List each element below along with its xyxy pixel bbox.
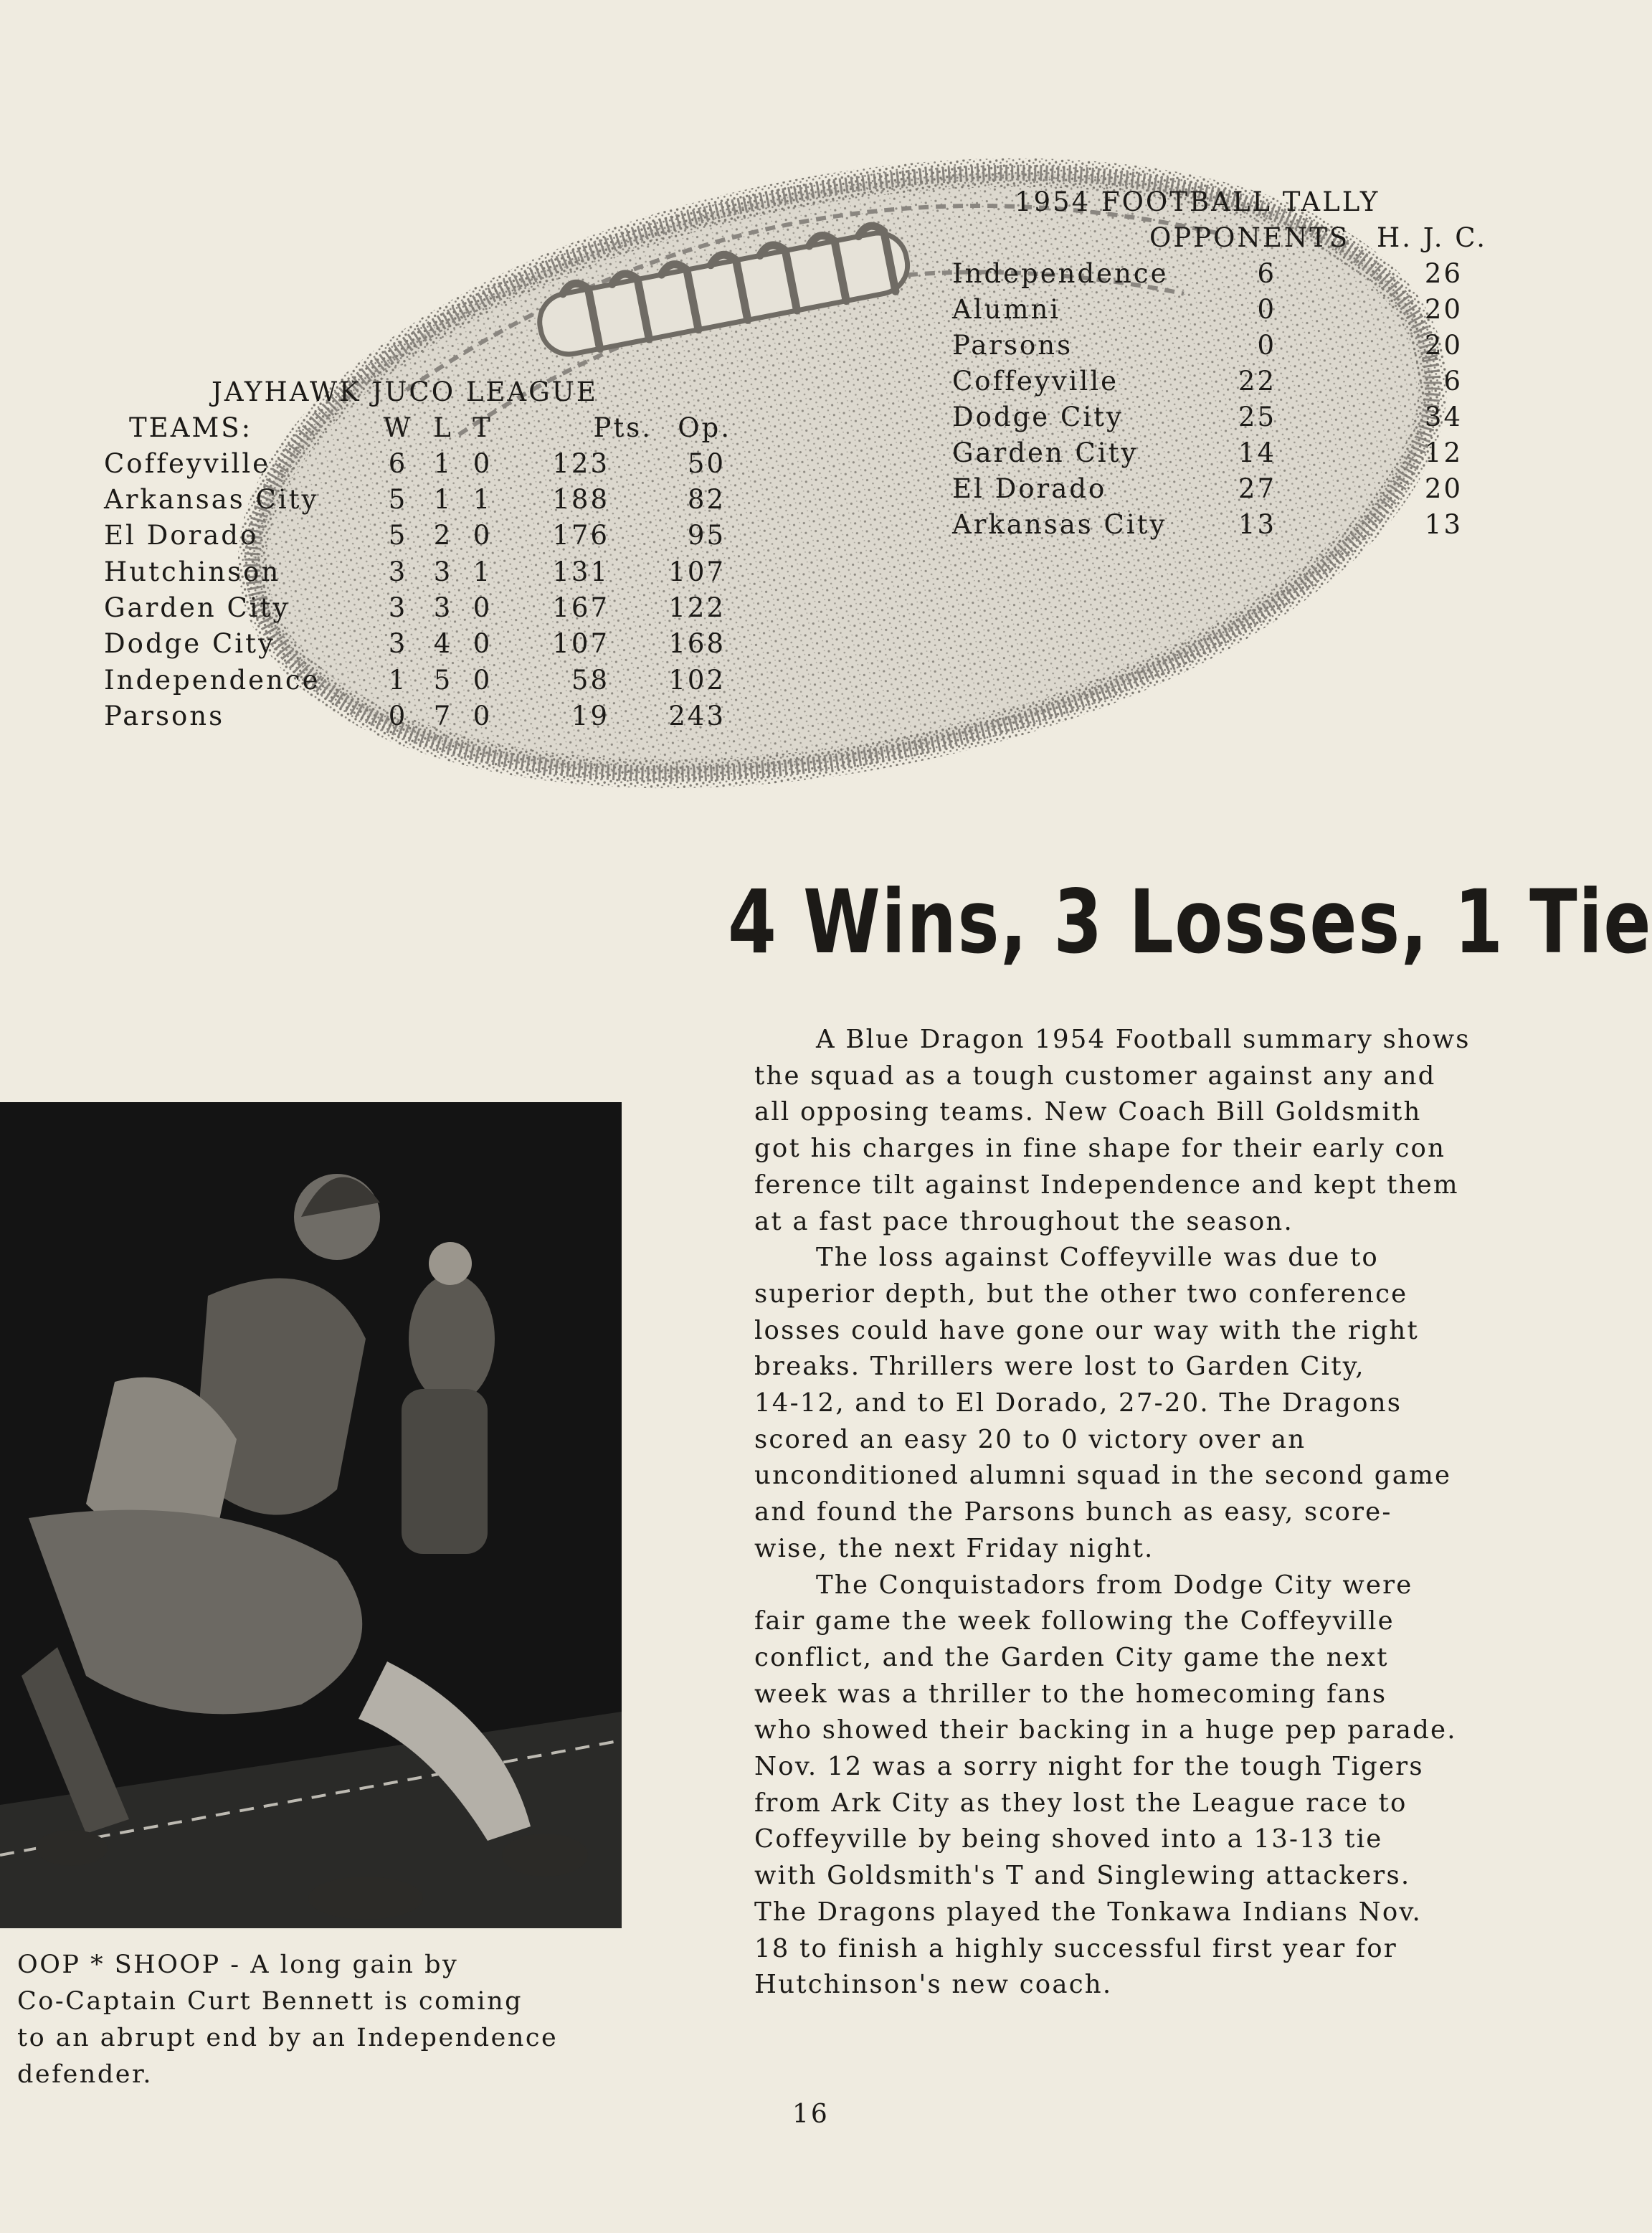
article-line: ference tilt against Independence and kept them (754, 1170, 1459, 1200)
header-l: L (433, 412, 453, 443)
league-ties: 0 (473, 592, 493, 623)
tally-header-hjc: H. J. C. (1377, 222, 1488, 253)
tally-opponent-score: 13 (1238, 509, 1276, 540)
league-opponent-points: 50 (687, 448, 726, 479)
league-losses: 7 (433, 701, 453, 731)
photo-scene (0, 1102, 622, 1928)
league-team-name: El Dorado (104, 520, 259, 551)
tally-row (0, 437, 1521, 473)
article-line: 18 to finish a highly successful first year for (754, 1933, 1397, 1963)
tally-opponent-name: Garden City (952, 437, 1139, 468)
tally-opponent-name: Independence (952, 258, 1169, 289)
tally-title: 1954 FOOTBALL TALLY (1015, 186, 1380, 217)
header-op: Op. (678, 412, 731, 443)
article-line: got his charges in fine shape for their early con (754, 1134, 1446, 1164)
league-points: 19 (571, 701, 609, 731)
article-line: who showed their backing in a huge pep parade. (754, 1715, 1457, 1745)
tally-opponent-score: 27 (1238, 473, 1276, 504)
article-line: 14-12, and to El Dorado, 27-20. The Dragons (754, 1388, 1402, 1418)
league-ties: 0 (473, 665, 493, 696)
tally-hjc-score: 20 (1424, 473, 1463, 504)
league-opponent-points: 102 (668, 665, 726, 696)
article-line: with Goldsmith's T and Singlewing attackers. (754, 1861, 1411, 1891)
article-line: fair game the week following the Coffeyville (754, 1606, 1395, 1636)
league-points: 131 (552, 556, 609, 587)
league-opponent-points: 243 (668, 701, 726, 731)
tally-opponent-name: Arkansas City (952, 509, 1167, 540)
tally-opponent-name: Alumni (952, 294, 1061, 325)
caption-line: defender. (17, 2060, 153, 2089)
article-line: wise, the next Friday night. (754, 1533, 1154, 1563)
league-row (0, 592, 789, 628)
league-losses: 1 (433, 484, 453, 515)
league-points: 176 (552, 520, 609, 551)
tally-opponent-score: 14 (1238, 437, 1276, 468)
tally-row (0, 509, 1521, 545)
header-t: T (473, 412, 493, 443)
article-line: Coffeyville by being shoved into a 13-13 tie (754, 1824, 1383, 1854)
league-ties: 1 (473, 484, 493, 515)
article-line: at a fast pace throughout the season. (754, 1206, 1293, 1236)
article-line: the squad as a tough customer against any and (754, 1061, 1436, 1091)
tally-opponent-score: 0 (1257, 294, 1276, 325)
caption-line: to an abrupt end by an Independence (17, 2024, 559, 2052)
article-line: scored an easy 20 to 0 victory over an (754, 1424, 1306, 1454)
tally-hjc-score: 6 (1443, 366, 1463, 397)
tally-hjc-score: 13 (1424, 509, 1463, 540)
league-row (0, 665, 789, 701)
article-body (754, 1022, 1521, 2004)
tally-row (0, 473, 1521, 509)
league-opponent-points: 82 (687, 484, 726, 515)
article-line: and found the Parsons bunch as easy, score- (754, 1497, 1392, 1527)
tally-hjc-score: 12 (1424, 437, 1463, 468)
football-action-photo (0, 1102, 622, 1928)
league-points: 107 (552, 628, 609, 659)
article-line: conflict, and the Garden City game the next (754, 1642, 1389, 1672)
league-wins: 5 (388, 484, 408, 515)
tally-opponent-name: Parsons (952, 330, 1073, 361)
league-points: 167 (552, 592, 609, 623)
article-line: unconditioned alumni squad in the second game (754, 1461, 1452, 1491)
tally-hjc-score: 26 (1424, 258, 1463, 289)
tally-row (0, 366, 1521, 402)
league-losses: 1 (433, 448, 453, 479)
league-losses: 2 (433, 520, 453, 551)
article-line: The loss against Coffeyville was due to (816, 1243, 1379, 1273)
page-number: 16 (792, 2100, 830, 2129)
article-line: A Blue Dragon 1954 Football summary shows (816, 1025, 1471, 1054)
tally-hjc-score: 20 (1424, 330, 1463, 361)
league-wins: 3 (388, 556, 408, 587)
header-pts: Pts. (593, 412, 652, 443)
league-points: 188 (552, 484, 609, 515)
article-line: The Conquistadors from Dodge City were (816, 1570, 1413, 1600)
league-ties: 0 (473, 628, 493, 659)
article-line: all opposing teams. New Coach Bill Goldsmith (754, 1097, 1422, 1127)
league-team-name: Garden City (104, 592, 290, 623)
league-wins: 3 (388, 628, 408, 659)
tally-header-opponents: OPPONENTS (1149, 222, 1350, 253)
league-title: JAYHAWK JUCO LEAGUE (212, 376, 598, 407)
league-row (0, 628, 789, 664)
article-line: breaks. Thrillers were lost to Garden City, (754, 1352, 1365, 1382)
tally-opponent-score: 22 (1238, 366, 1276, 397)
league-ties: 0 (473, 448, 493, 479)
header-teams: TEAMS: (129, 412, 253, 443)
league-points: 123 (552, 448, 609, 479)
league-losses: 3 (433, 556, 453, 587)
league-wins: 1 (388, 665, 408, 696)
league-wins: 3 (388, 592, 408, 623)
tally-row (0, 330, 1521, 366)
league-team-name: Hutchinson (104, 556, 281, 587)
tally-opponent-score: 25 (1238, 402, 1276, 432)
league-ties: 0 (473, 520, 493, 551)
article-line: Nov. 12 was a sorry night for the tough Tigers (754, 1752, 1424, 1782)
league-losses: 4 (433, 628, 453, 659)
photo-caption (17, 1947, 620, 2093)
caption-line: Co-Captain Curt Bennett is coming (17, 1987, 523, 2016)
league-wins: 6 (388, 448, 408, 479)
article-line: superior depth, but the other two conference (754, 1279, 1408, 1309)
tally-row (0, 294, 1521, 330)
league-ties: 0 (473, 701, 493, 731)
caption-line: OOP * SHOOP - A long gain by (17, 1950, 459, 1979)
league-team-name: Independence (104, 665, 321, 696)
tally-hjc-score: 20 (1424, 294, 1463, 325)
league-opponent-points: 122 (668, 592, 726, 623)
football-tally-table (0, 0, 1521, 574)
header-w: W (383, 412, 413, 443)
article-line: losses could have gone our way with the right (754, 1315, 1419, 1345)
tally-opponent-name: El Dorado (952, 473, 1107, 504)
tally-opponent-score: 0 (1257, 330, 1276, 361)
league-team-name: Dodge City (104, 628, 275, 659)
headline: 4 Wins, 3 Losses, 1 Tie (728, 871, 1652, 973)
league-losses: 5 (433, 665, 453, 696)
league-wins: 0 (388, 701, 408, 731)
league-points: 58 (571, 665, 609, 696)
league-team-name: Arkansas City (104, 484, 319, 515)
league-wins: 5 (388, 520, 408, 551)
article-line: week was a thriller to the homecoming fans (754, 1679, 1387, 1709)
article-line: The Dragons played the Tonkawa Indians Nov. (754, 1897, 1422, 1927)
league-losses: 3 (433, 592, 453, 623)
league-row (0, 701, 789, 736)
tally-row (0, 258, 1521, 294)
tally-opponent-score: 6 (1257, 258, 1276, 289)
league-opponent-points: 168 (668, 628, 726, 659)
article-line: Hutchinson's new coach. (754, 1970, 1113, 2000)
league-ties: 1 (473, 556, 493, 587)
league-team-name: Coffeyville (104, 448, 271, 479)
tally-opponent-name: Dodge City (952, 402, 1124, 432)
tally-row (0, 402, 1521, 437)
league-team-name: Parsons (104, 701, 225, 731)
league-opponent-points: 95 (687, 520, 726, 551)
tally-opponent-name: Coffeyville (952, 366, 1119, 397)
league-opponent-points: 107 (668, 556, 726, 587)
article-line: from Ark City as they lost the League race to (754, 1788, 1407, 1818)
tally-hjc-score: 34 (1424, 402, 1463, 432)
